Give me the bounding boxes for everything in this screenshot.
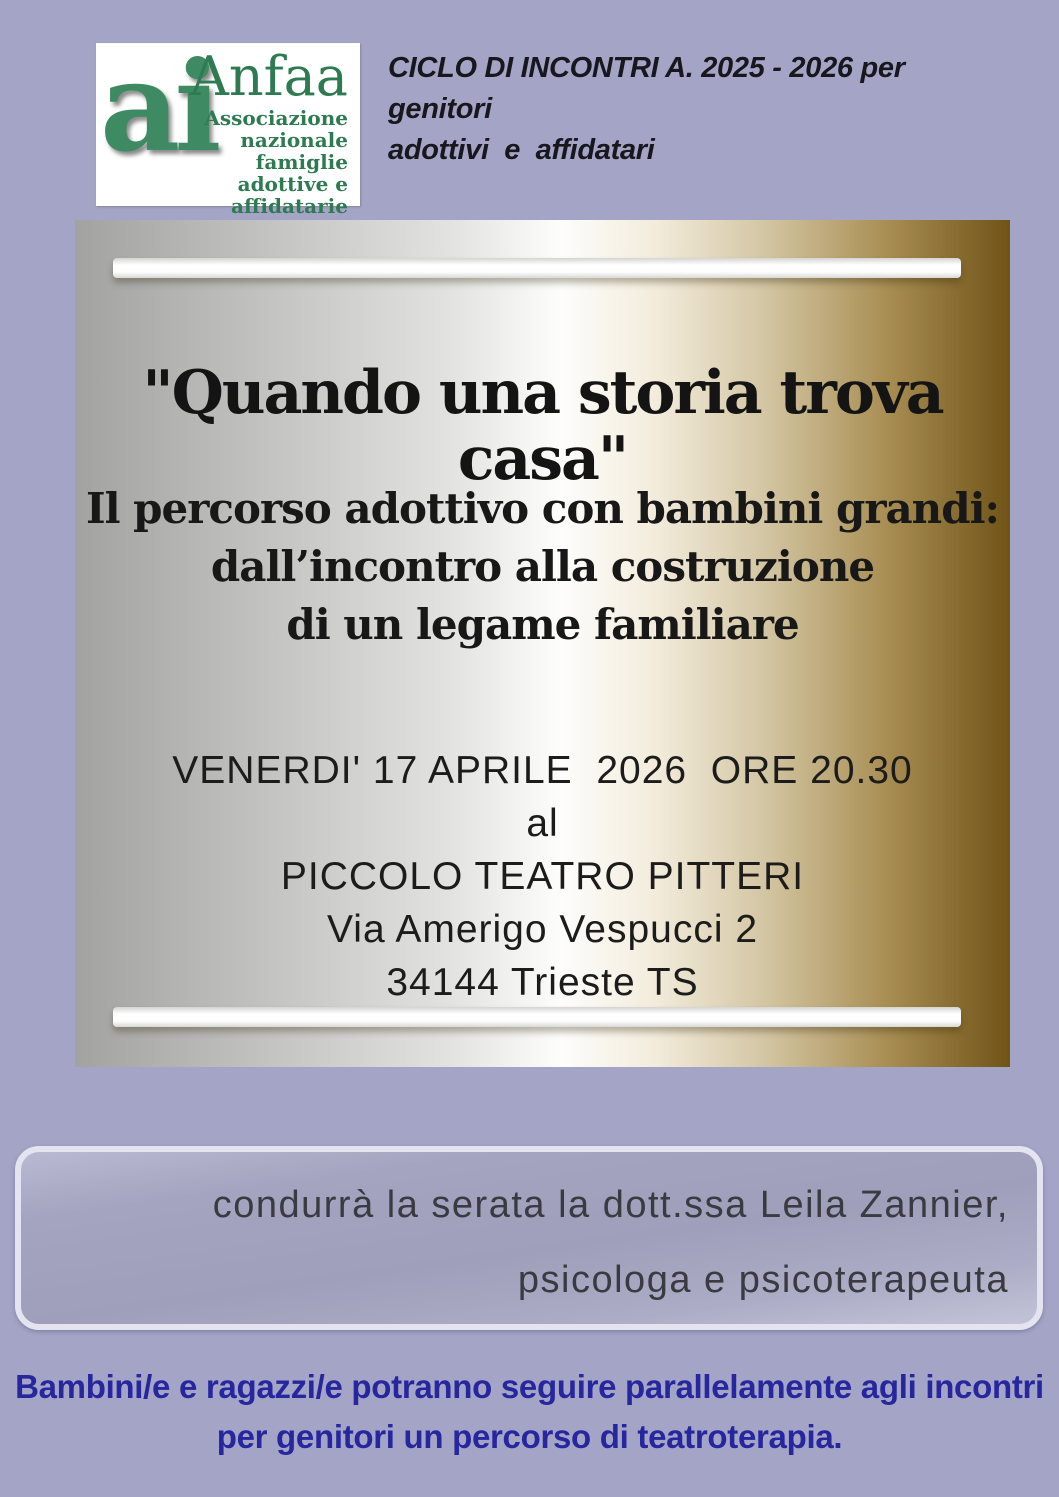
event-street: Via Amerigo Vespucci 2 <box>326 908 759 951</box>
anfaa-logo-line: nazionale <box>240 128 348 152</box>
event-at: al <box>526 802 559 845</box>
anfaa-logo-line: Associazione <box>204 106 348 130</box>
footer-line2: per genitori un percorso di teatroterapia. <box>216 1418 843 1455</box>
event-title: "Quando una storia trova casa" <box>142 358 943 494</box>
anfaa-brand-name: Anfaa <box>189 45 348 108</box>
decorative-rule-bottom <box>113 1007 961 1027</box>
anfaa-logo-line: affidatarie <box>231 194 348 218</box>
presenter-line1: condurrà la serata la dott.ssa Leila Zannier, <box>212 1184 1009 1226</box>
event-subtitle-line2: dall’incontro alla costruzione <box>210 542 875 591</box>
series-header-line2: adottivi e affidatari <box>388 134 655 166</box>
presenter-box <box>15 1146 1043 1330</box>
anfaa-logo-line: famiglie <box>255 150 348 174</box>
event-subtitle-line1: Il percorso adottivo con bambini grandi: <box>85 484 1000 533</box>
footer-note <box>0 1362 1059 1462</box>
anfaa-logo <box>96 35 360 218</box>
footer-line1: Bambini/e e ragazzi/e potranno seguire parallelamente agli incontri <box>15 1368 1044 1405</box>
presenter-line2: psicologa e psicoterapeuta <box>517 1259 1009 1301</box>
presenter-text <box>213 1168 1009 1318</box>
decorative-rule-top <box>113 258 961 278</box>
anfaa-logo-line: adottive e <box>237 172 348 196</box>
event-venue: PICCOLO TEATRO PITTERI <box>280 855 805 898</box>
event-details <box>75 744 1010 1009</box>
series-header <box>388 48 1008 171</box>
series-header-line1: CICLO DI INCONTRI A. 2025 - 2026 per genitori <box>388 52 913 125</box>
event-city: 34144 Trieste TS <box>386 961 699 1004</box>
event-datetime: VENERDI' 17 APRILE 2026 ORE 20.30 <box>172 749 913 792</box>
anfaa-ai-icon: ai <box>100 35 216 180</box>
event-subtitle <box>75 480 1010 654</box>
anfaa-logo-text <box>190 47 348 217</box>
event-subtitle-line3: di un legame familiare <box>286 600 799 649</box>
event-panel <box>75 220 1010 1067</box>
